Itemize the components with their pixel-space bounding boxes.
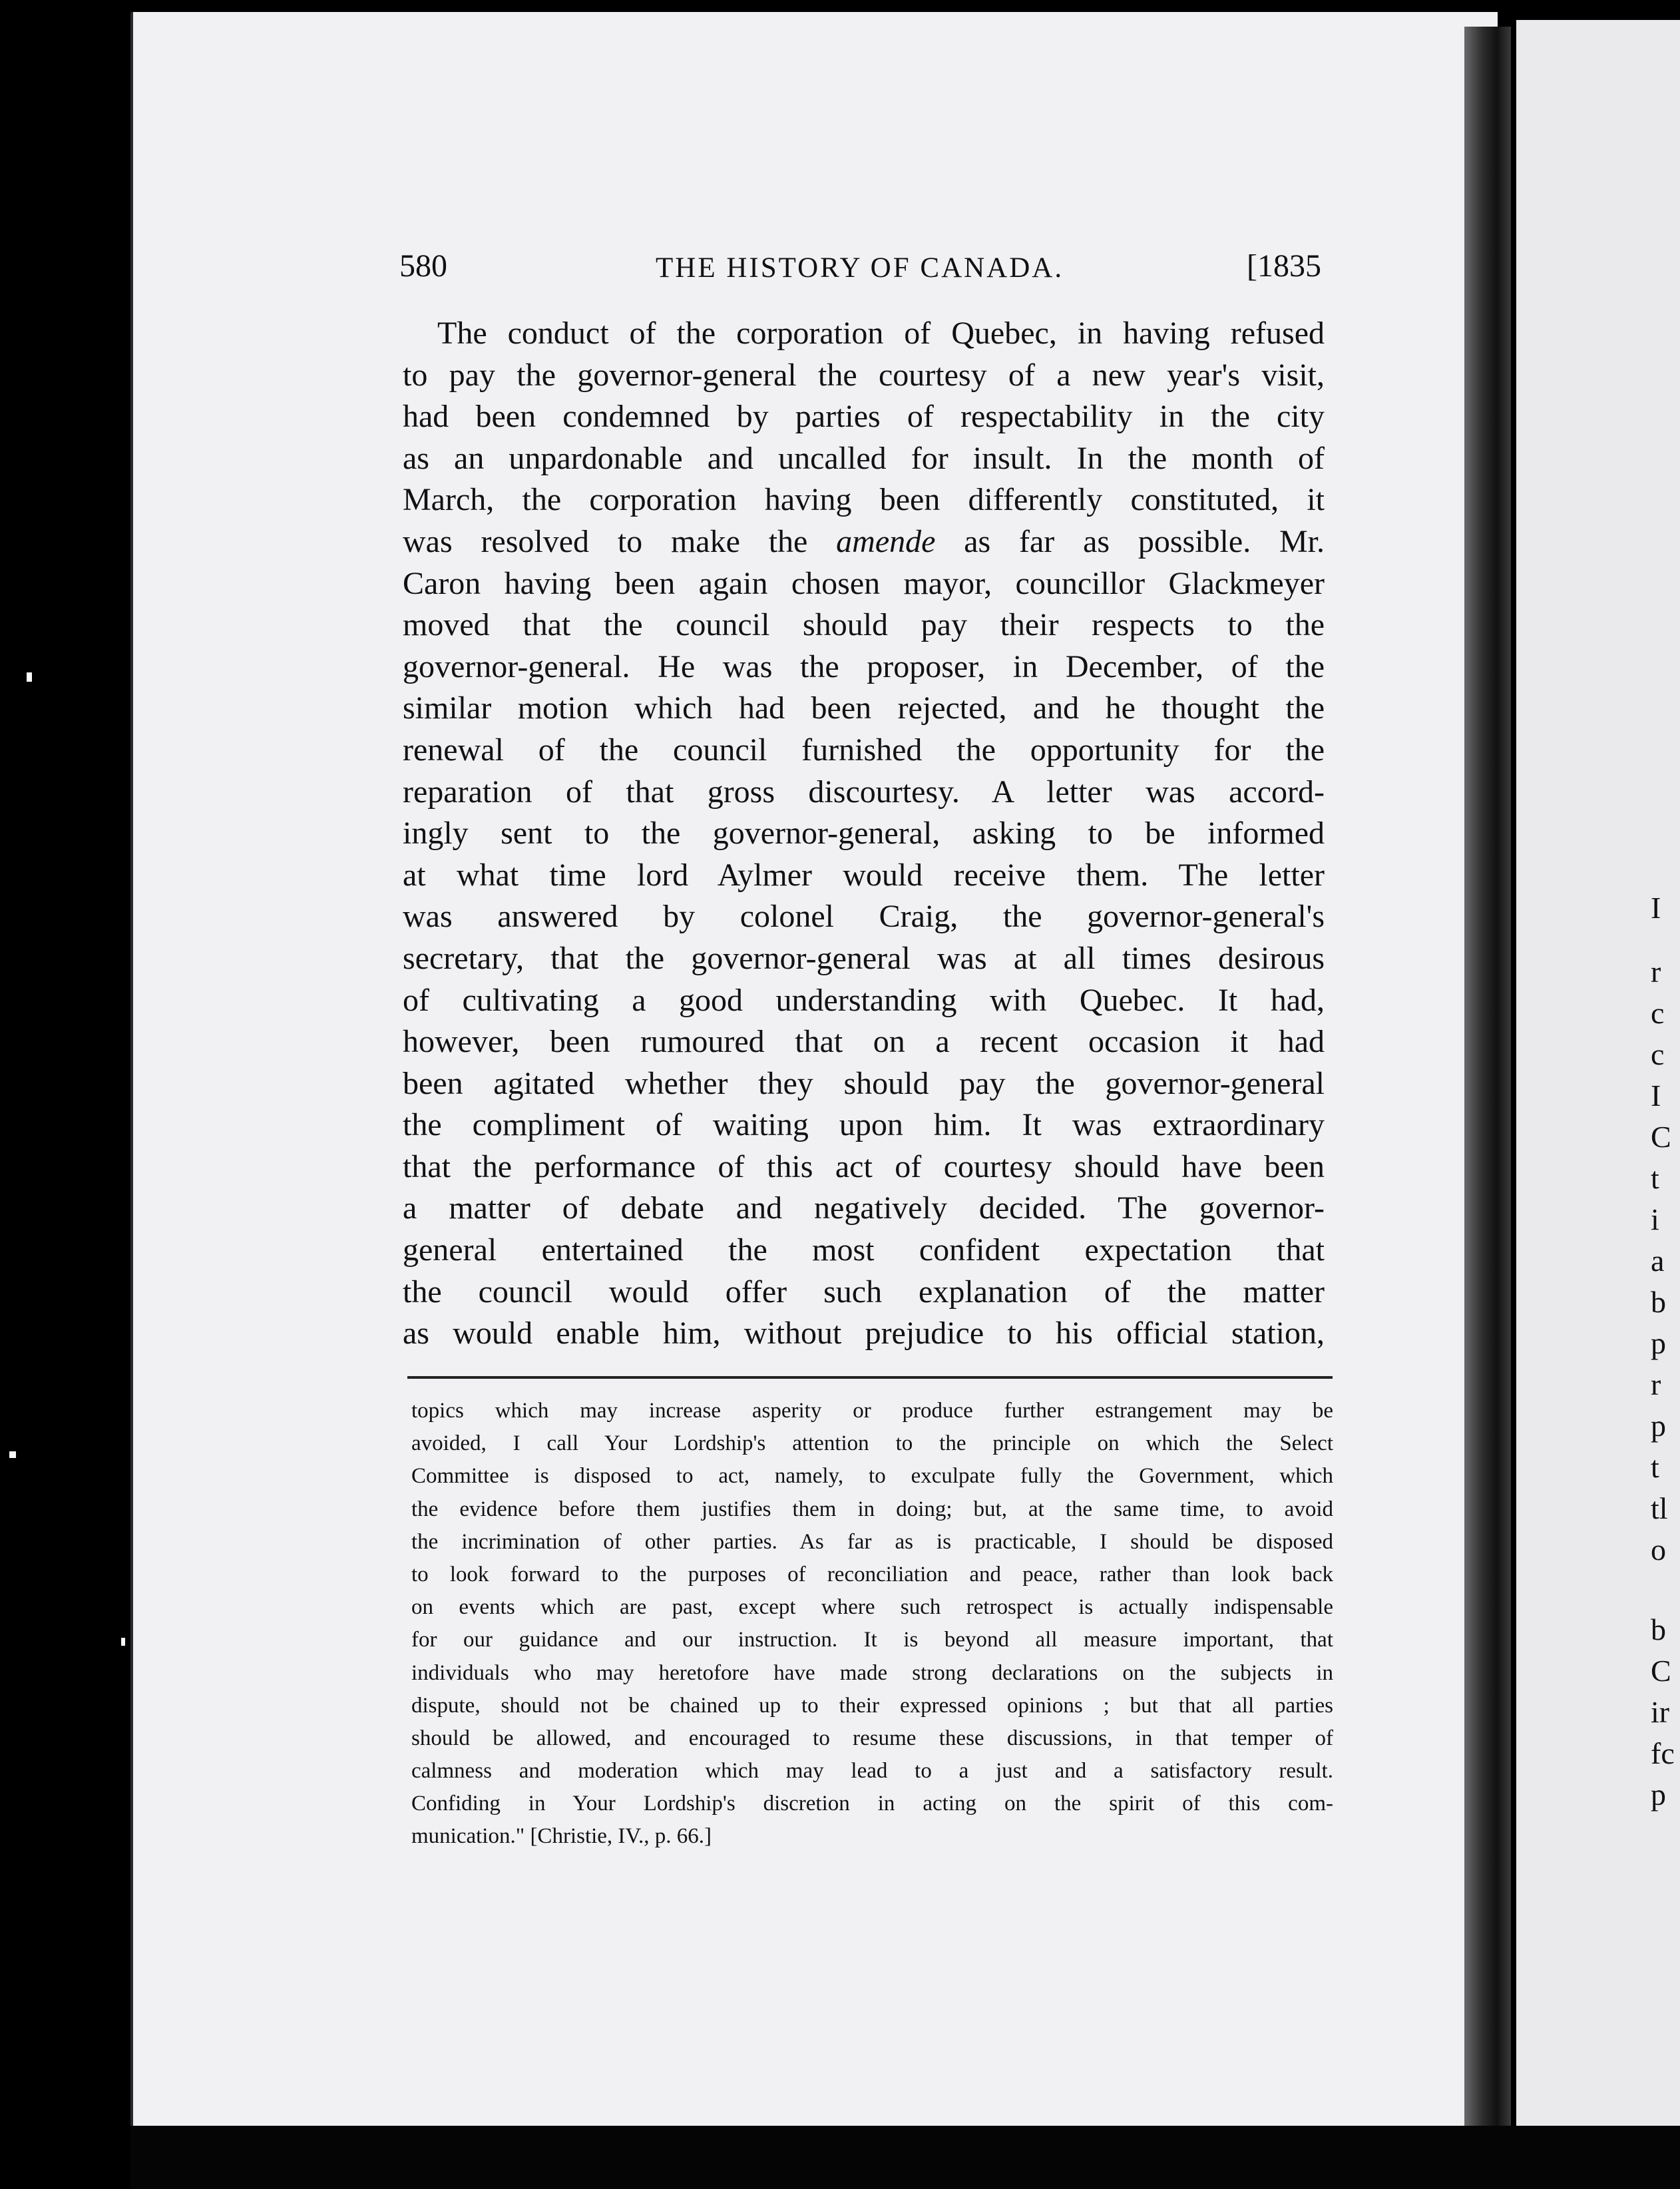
- page-header: [399, 248, 1321, 294]
- body-line: at what time lord Aylmer would receive them. The letter: [403, 857, 1325, 893]
- body-line: the council would offer such explanation of the matter: [403, 1274, 1325, 1310]
- footnote: [411, 1395, 1333, 1853]
- facing-page-edge-text: [1651, 892, 1680, 1820]
- footnote-line: on events which are past, except where such retrospect is actually indispensable: [411, 1595, 1333, 1620]
- body-line: governor-general. He was the proposer, in December, of the: [403, 648, 1325, 684]
- body-line-part: was resolved to make the: [403, 523, 837, 559]
- edge-letter: c: [1651, 996, 1665, 1030]
- edge-letter: C: [1651, 1654, 1671, 1688]
- footnote-line: the incrimination of other parties. As far as is practicable, I should be disposed: [411, 1529, 1333, 1554]
- footnote-line: avoided, I call Your Lordship's attention to the principle on which the Select: [411, 1431, 1333, 1456]
- edge-letter: p: [1651, 1326, 1666, 1360]
- body-line: ingly sent to the governor-general, asking to be informed: [403, 816, 1325, 851]
- footnote-line: munication." [Christie, IV., p. 66.]: [411, 1824, 712, 1849]
- edge-letter: ir: [1651, 1695, 1670, 1729]
- scan-speck: [9, 1451, 16, 1458]
- body-line: March, the corporation having been differently constituted, it: [403, 482, 1325, 518]
- edge-letter: r: [1651, 1367, 1661, 1401]
- footnote-line: individuals who may heretofore have made strong declarations on the subjects in: [411, 1660, 1333, 1685]
- body-line: had been condemned by parties of respectability in the city: [403, 399, 1325, 435]
- footnote-line: to look forward to the purposes of reconciliation and peace, rather than look back: [411, 1562, 1333, 1586]
- body-line: secretary, that the governor-general was at all times desirous: [403, 940, 1325, 976]
- edge-letter: b: [1651, 1285, 1666, 1319]
- footnote-line: Confiding in Your Lordship's discretion in acting on the spirit of this com-: [411, 1792, 1333, 1816]
- edge-letter: p: [1651, 1778, 1666, 1812]
- page-number: 580: [399, 248, 447, 284]
- body-line: moved that the council should pay their respects to the: [403, 607, 1325, 643]
- edge-letter: fc: [1651, 1736, 1675, 1770]
- body-line: a matter of debate and negatively decided. The governor-: [403, 1190, 1325, 1226]
- footnote-line: dispute, should not be chained up to their expressed opinions ; but that all parties: [411, 1693, 1333, 1718]
- body-line-with-italic: [403, 521, 1325, 563]
- footnote-line: topics which may increase asperity or produce further estrangement may be: [411, 1399, 1333, 1423]
- body-line: was answered by colonel Craig, the governor-general's: [403, 899, 1325, 935]
- footnote-divider: [407, 1376, 1333, 1379]
- scan-border: [130, 2126, 1680, 2189]
- body-line: as an unpardonable and uncalled for insult. In the month of: [403, 440, 1325, 476]
- edge-letter: tl: [1651, 1491, 1668, 1525]
- body-line: as would enable him, without prejudice to his official station,: [403, 1316, 1325, 1351]
- body-line: to pay the governor-general the courtesy of a new year's visit,: [403, 357, 1325, 393]
- body-line: similar motion which had been rejected, and he thought the: [403, 690, 1325, 726]
- edge-letter: b: [1651, 1612, 1666, 1646]
- header-year: [1835: [1247, 248, 1321, 284]
- book-gutter: [1464, 27, 1511, 2130]
- edge-letter: I: [1651, 1079, 1661, 1112]
- italic-word-amende: amende: [836, 523, 936, 559]
- edge-letter: r: [1651, 955, 1661, 989]
- body-line-part: as far as possible. Mr.: [935, 523, 1325, 559]
- body-line: general entertained the most confident expectation that: [403, 1232, 1325, 1268]
- body-line: Caron having been again chosen mayor, councillor Glackmeyer: [403, 565, 1325, 601]
- footnote-line: calmness and moderation which may lead to a just and a satisfactory result.: [411, 1759, 1333, 1784]
- body-line: reparation of that gross discourtesy. A letter was accord-: [403, 774, 1325, 810]
- running-title: THE HISTORY OF CANADA.: [656, 252, 1064, 284]
- body-line: that the performance of this act of courtesy should have been: [403, 1148, 1325, 1184]
- edge-letter: p: [1651, 1409, 1666, 1443]
- edge-letter: c: [1651, 1037, 1665, 1071]
- edge-letter: i: [1651, 1202, 1659, 1236]
- scan-speck: [121, 1638, 125, 1646]
- edge-letter: o: [1651, 1533, 1666, 1567]
- body-line: The conduct of the corporation of Quebec, in having refused: [437, 316, 1325, 351]
- body-line: the compliment of waiting upon him. It was extraordinary: [403, 1107, 1325, 1143]
- edge-letter: I: [1651, 892, 1661, 925]
- body-paragraph: [403, 313, 1325, 1355]
- scan-speck: [27, 672, 32, 682]
- edge-letter: a: [1651, 1244, 1665, 1278]
- footnote-line: Committee is disposed to act, namely, to exculpate fully the Government, which: [411, 1464, 1333, 1489]
- edge-letter: t: [1651, 1161, 1659, 1195]
- body-line: renewal of the council furnished the opportunity for the: [403, 732, 1325, 768]
- footnote-line: for our guidance and our instruction. It is beyond all measure important, that: [411, 1628, 1333, 1652]
- body-line: however, been rumoured that on a recent occasion it had: [403, 1024, 1325, 1060]
- footnote-line: should be allowed, and encouraged to resume these discussions, in that temper of: [411, 1726, 1333, 1750]
- body-line: of cultivating a good understanding with Quebec. It had,: [403, 982, 1325, 1018]
- footnote-line: the evidence before them justifies them in doing; but, at the same time, to avoid: [411, 1497, 1333, 1521]
- body-line: been agitated whether they should pay the governor-general: [403, 1065, 1325, 1101]
- edge-letter: C: [1651, 1120, 1671, 1154]
- edge-letter: t: [1651, 1450, 1659, 1484]
